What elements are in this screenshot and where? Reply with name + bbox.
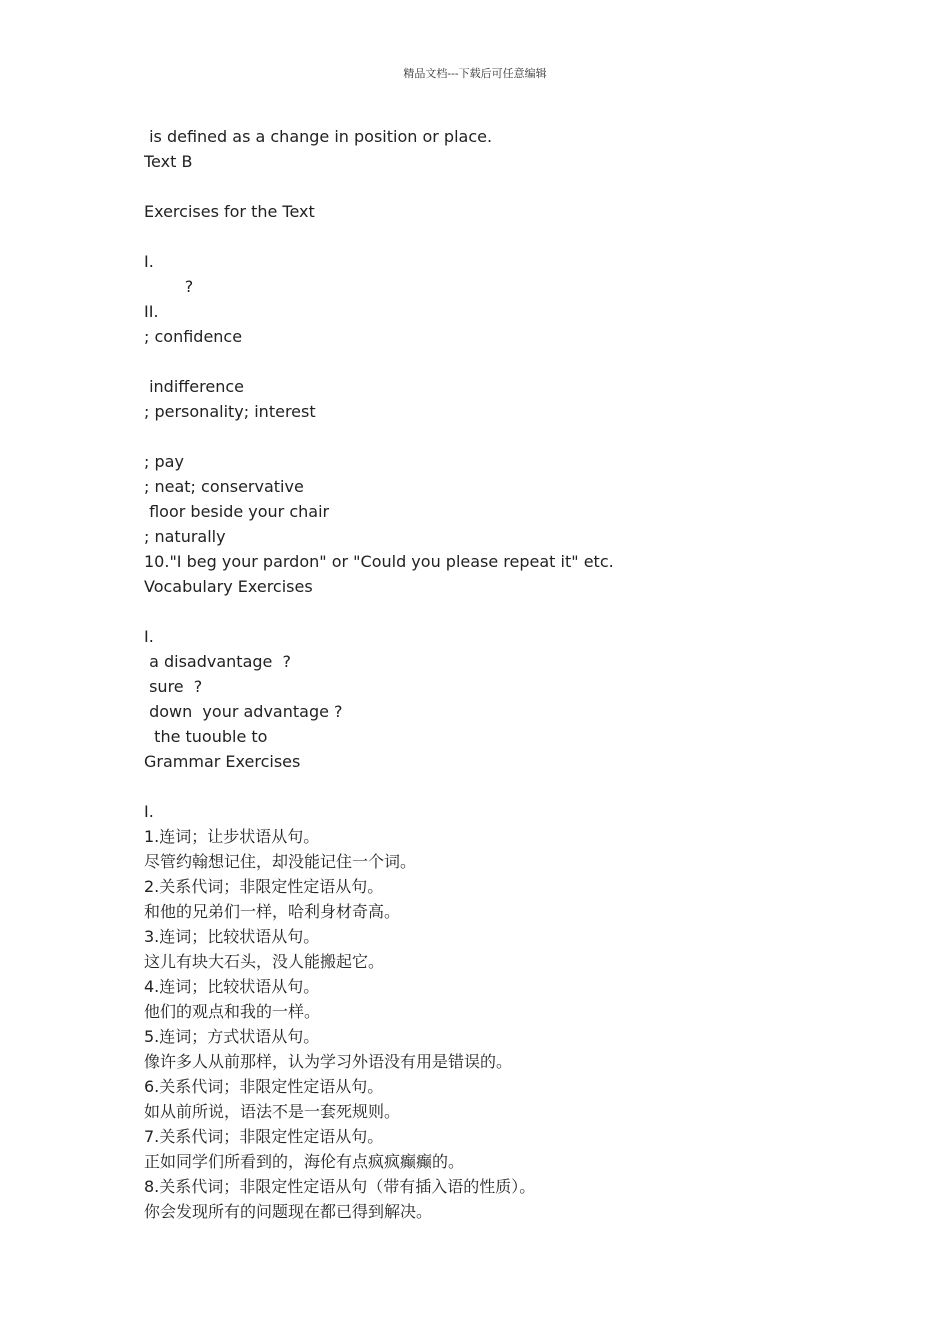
text-line: 像许多人从前那样，认为学习外语没有用是错误的。 (144, 1052, 513, 1071)
exercise-number: I. (144, 802, 154, 821)
text-line: ? (144, 277, 194, 296)
text-line: floor beside your chair (144, 502, 330, 521)
page-header: 精品文档---下载后可任意编辑 (403, 67, 547, 80)
text-line: 如从前所说，语法不是一套死规则。 (144, 1102, 401, 1121)
text-line: 你会发现所有的问题现在都已得到解决。 (144, 1202, 433, 1221)
section-heading: Vocabulary Exercises (144, 577, 313, 596)
blank-line (144, 349, 844, 374)
text-line: 6.关系代词；非限定性定语从句。 (144, 1077, 384, 1096)
blank-line (144, 224, 844, 249)
text-line: 3.连词；比较状语从句。 (144, 927, 320, 946)
text-line: 7.关系代词；非限定性定语从句。 (144, 1127, 384, 1146)
text-line: 10."I beg your pardon" or "Could you please repeat it" etc. (144, 552, 614, 571)
document-body (144, 124, 844, 1224)
text-line: ; pay (144, 452, 184, 471)
text-line: 和他的兄弟们一样，哈利身材奇高。 (144, 902, 401, 921)
section-heading: Text B (144, 152, 193, 171)
text-line: a disadvantage ? (144, 652, 292, 671)
text-line: 尽管约翰想记住，却没能记住一个词。 (144, 852, 417, 871)
text-line: 4.连词；比较状语从句。 (144, 977, 320, 996)
text-line: is defined as a change in position or place. (144, 127, 493, 146)
exercise-number: II. (144, 302, 159, 321)
text-line: 1.连词；让步状语从句。 (144, 827, 320, 846)
section-heading: Grammar Exercises (144, 752, 301, 771)
text-line: 这儿有块大石头，没人能搬起它。 (144, 952, 385, 971)
text-line: down your advantage ? (144, 702, 343, 721)
exercise-number: I. (144, 252, 154, 271)
blank-line (144, 174, 844, 199)
text-line: indifference (144, 377, 244, 396)
text-line: 他们的观点和我的一样。 (144, 1002, 321, 1021)
text-line: ; personality; interest (144, 402, 316, 421)
text-line: the tuouble to (144, 727, 268, 746)
blank-line (144, 424, 844, 449)
text-line: 5.连词；方式状语从句。 (144, 1027, 320, 1046)
text-line: ; confidence (144, 327, 243, 346)
text-line: sure ? (144, 677, 203, 696)
text-line: 8.关系代词；非限定性定语从句（带有插入语的性质）。 (144, 1177, 536, 1196)
blank-line (144, 774, 844, 799)
text-line: 正如同学们所看到的，海伦有点疯疯癫癫的。 (144, 1152, 465, 1171)
text-line: ; neat; conservative (144, 477, 304, 496)
section-heading: Exercises for the Text (144, 202, 315, 221)
exercise-number: I. (144, 627, 154, 646)
blank-line (144, 599, 844, 624)
text-line: 2.关系代词；非限定性定语从句。 (144, 877, 384, 896)
text-line: ; naturally (144, 527, 226, 546)
